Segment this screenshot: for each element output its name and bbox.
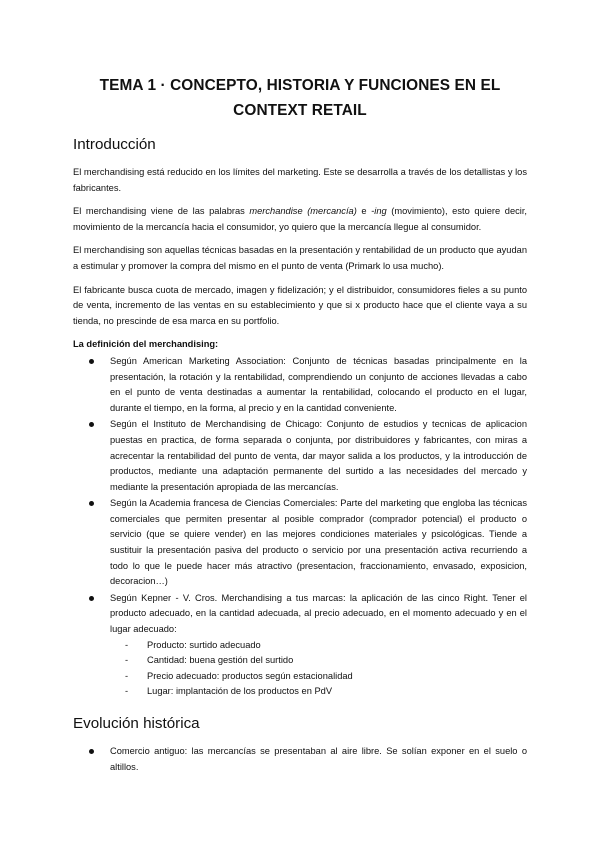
dash-icon: - [125, 639, 129, 650]
sub-list-item [110, 653, 527, 669]
definition-label: La definición del merchandising: [73, 339, 219, 350]
sub-list-item [110, 638, 527, 654]
text-run: El merchandising viene de las palabras [73, 206, 250, 217]
sub-list-item-text: Cantidad: buena gestión del surtido [147, 655, 294, 666]
dash-icon: - [125, 670, 129, 681]
paragraph [73, 204, 527, 235]
sub-list-item-text: Precio adecuado: productos según estacionalidad [147, 670, 353, 681]
list-item-text: Según Kepner - V. Cros. Merchandising a tus marcas: la aplicación de las cinco Right. Tener el producto adecuado, en la cantidad adecuada, al precio adecuado, en el momento adecuado y en el lugar adecuado: [110, 592, 527, 635]
list-item [73, 591, 527, 700]
italic-term: -ing [371, 206, 387, 217]
sub-list-item-text: Producto: surtido adecuado [147, 639, 261, 650]
section-heading-evolucion: Evolución histórica [73, 715, 200, 732]
list-item-text: Comercio antiguo: las mercancías se presentaban al aire libre. Se solían exponer en el suelo o altillos. [110, 746, 527, 772]
bullet-icon [89, 501, 94, 506]
italic-term: merchandise (mercancía) [249, 206, 357, 217]
bullet-icon [89, 749, 94, 754]
bullet-icon [89, 359, 94, 364]
list-item-text: Según el Instituto de Merchandising de Chicago: Conjunto de estudios y tecnicas de aplicacion puestas en practica, de forma separada o conjunta, por distribuidores y fabricantes, con miras a acrecentar la rentabilidad del punto de venta, dar mayor salida a los productos, y la introducción de productos, mediante una adaptación permanente del surtido a las necesidades del mercado y mediante la presentación apropiada de las mercancías. [110, 419, 527, 492]
sub-list-item [110, 684, 527, 700]
dash-icon: - [125, 655, 129, 666]
text-run: (movimiento), esto quiere decir, movimiento de la mercancía hacia el consumidor, yo quiero que la mercancía llegue al consumidor. [73, 206, 527, 232]
list-item-text: Según la Academia francesa de Ciencias Comerciales: Parte del marketing que engloba las técnicas comerciales que permiten presentar al posible comprador (comprador potencial) el producto o servicio (que se quiere vender) en las mejores condiciones materiales y psicológicas. Tiende a sustituir la presentación pasiva del producto o servicio por una presentación activa recurriendo a todo lo que le puede hacer más atractivo (presentacion, fraccionamiento, envasado, exposicion, decoracion…) [110, 498, 527, 587]
list-item [73, 496, 527, 590]
list-item [73, 354, 527, 416]
sub-list-item [110, 669, 527, 685]
paragraph: El fabricante busca cuota de mercado, imagen y fidelización; y el distribuidor, consumidores fieles a su punto de venta, incremento de las ventas en su establecimiento y que si x producto hace que el cliente vaya a su tienda, no prescinde de esa marca en su portfolio. [73, 284, 527, 326]
list-item-text: Según American Marketing Association: Conjunto de técnicas basadas principalmente en la presentación, la rotación y la rentabilidad, comprendiendo un conjunto de acciones llevadas a cabo en el punto de venta destinadas a aumentar la rentabilidad, colocando el producto en el lugar, durante el tiempo, en la forma, al precio y en la cantidad conveniente. [110, 355, 527, 413]
dash-icon: - [125, 686, 129, 697]
paragraph: El merchandising está reducido en los límites del marketing. Este se desarrolla a través de los detallistas y los fabricantes. [73, 167, 527, 193]
rights-list [110, 638, 527, 700]
definitions-list [73, 354, 527, 700]
bullet-icon [89, 422, 94, 427]
bullet-icon [89, 596, 94, 601]
sub-list-item-text: Lugar: implantación de los productos en PdV [147, 686, 333, 697]
text-run: e [356, 206, 372, 217]
paragraph: El merchandising son aquellas técnicas basadas en la presentación y rentabilidad de un producto que ayudan a estimular y promover la compra del mismo en el punto de venta (Primark lo usa mucho). [73, 245, 527, 271]
document-title: TEMA 1 · CONCEPTO, HISTORIA Y FUNCIONES EN EL CONTEXT RETAIL [99, 77, 501, 119]
section-heading-introduccion: Introducción [73, 136, 156, 153]
history-list [73, 744, 527, 775]
list-item [73, 417, 527, 495]
list-item [73, 744, 527, 775]
